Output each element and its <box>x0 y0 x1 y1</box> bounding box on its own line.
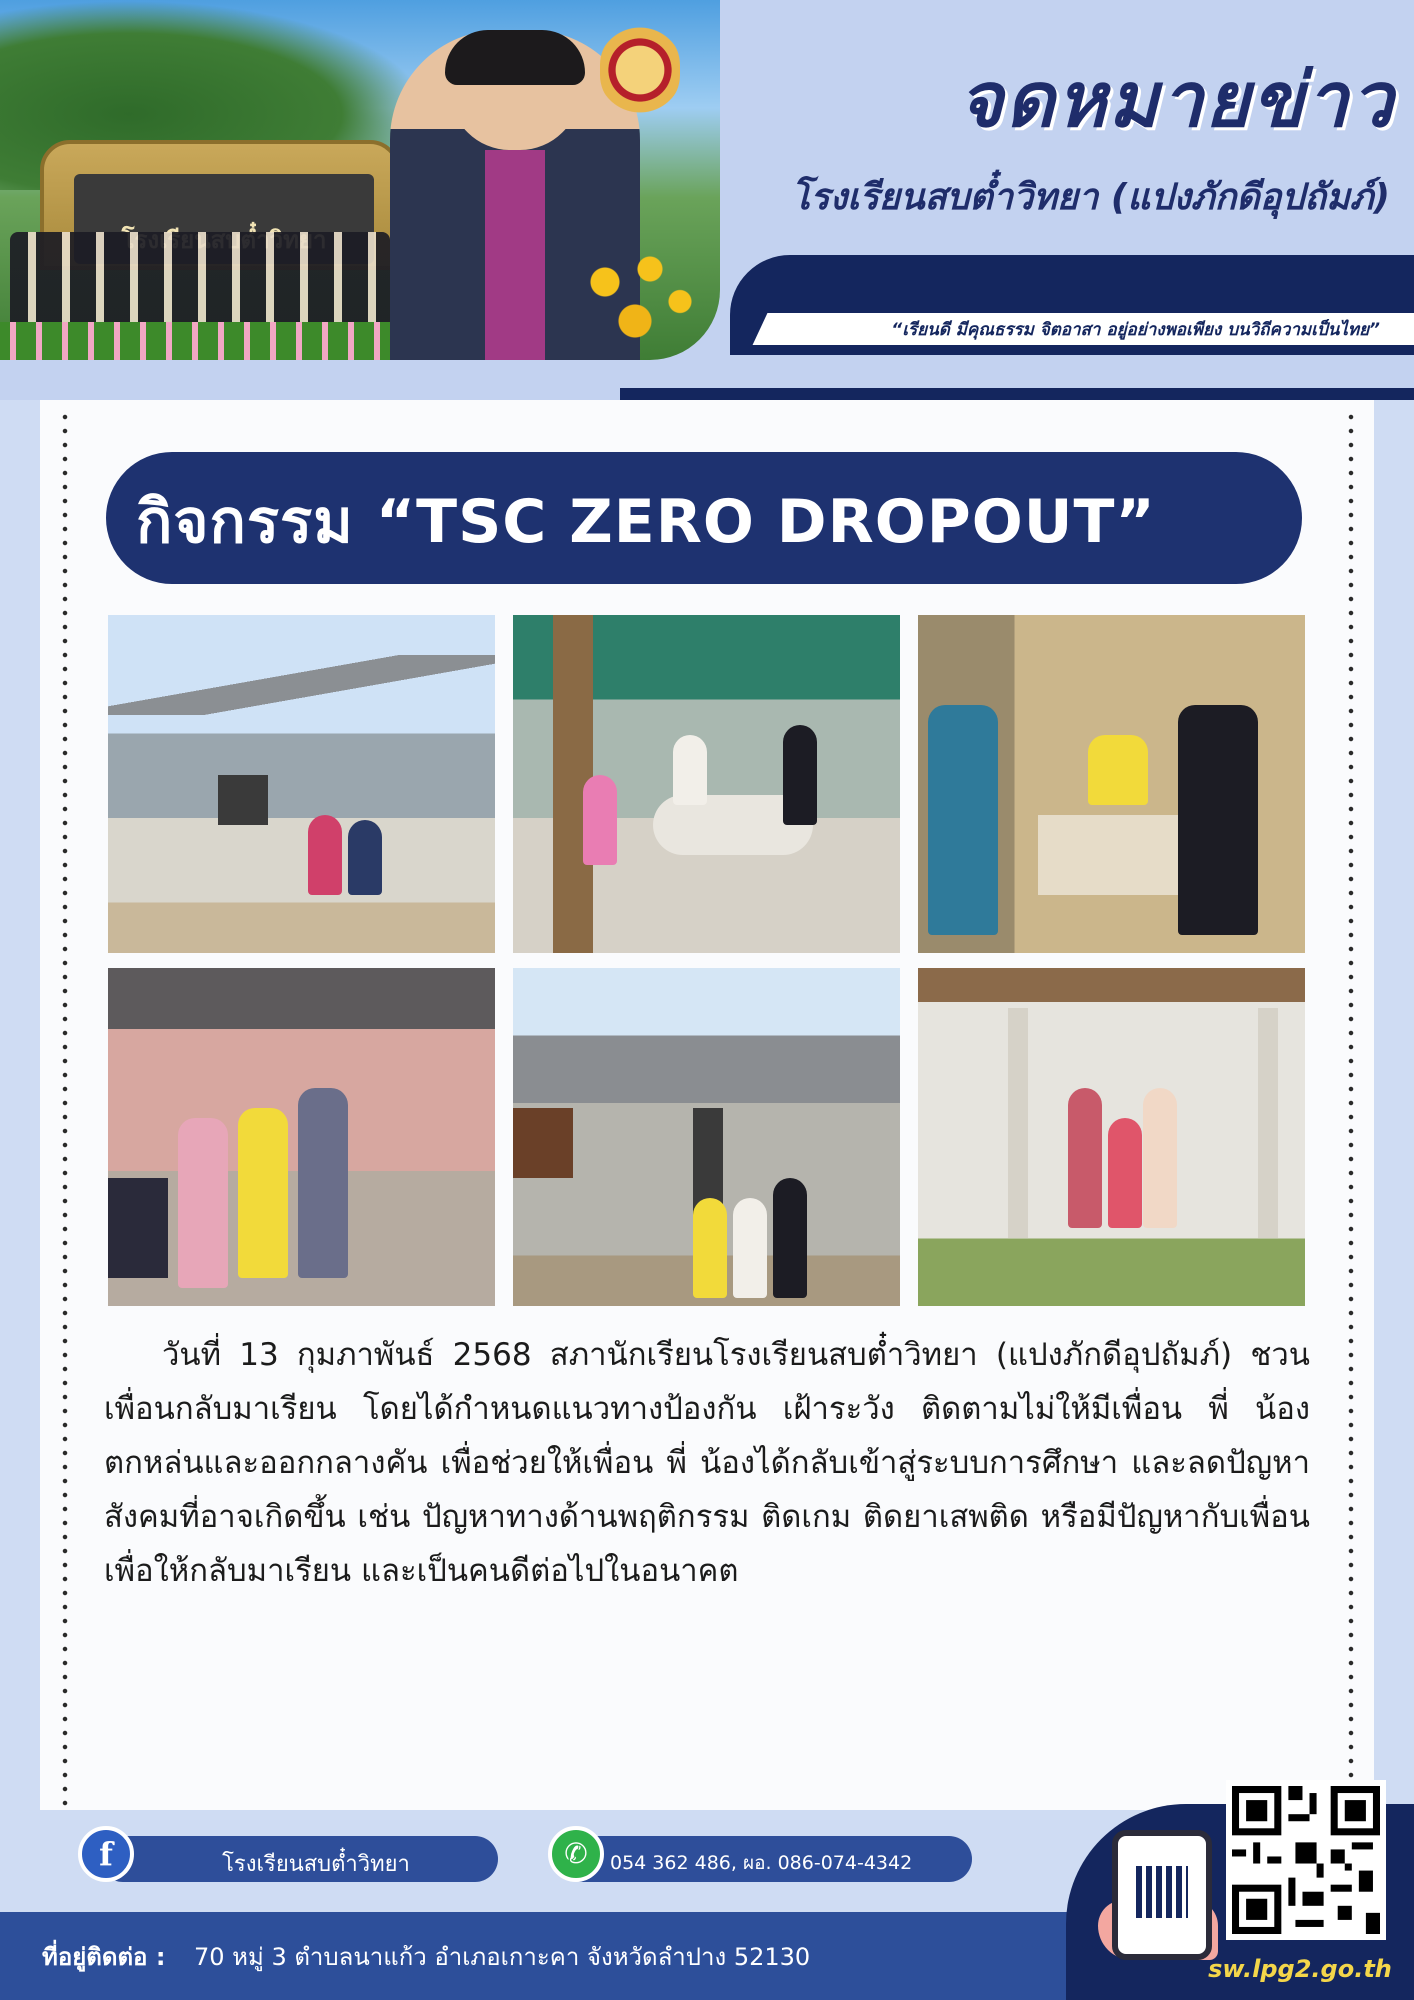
person-figure <box>928 705 998 935</box>
activity-photo-6 <box>918 968 1305 1306</box>
address-label: ที่อยู่ติดต่อ : <box>42 1943 166 1971</box>
activity-photo-1 <box>108 615 495 953</box>
portrait-hair <box>445 30 585 85</box>
school-name: โรงเรียนสบต๋ำวิทยา (แปงภักดีอุปถัมภ์) <box>791 177 1390 218</box>
person-figure <box>178 1118 228 1288</box>
school-motto: “เรียนดี มีคุณธรรม จิตอาสา อยู่อย่างพอเพียง บนวิถีความเป็นไทย” <box>891 320 1380 340</box>
address-text: 70 หมู่ 3 ตำบลนาแก้ว อำเภอเกาะคา จังหวัดลำปาง 52130 <box>194 1943 811 1971</box>
house-window <box>513 1108 573 1178</box>
person-figure <box>1088 735 1148 805</box>
activity-description-text: วันที่ 13 กุมภาพันธ์ 2568 สภานักเรียนโรงเรียนสบต๋ำวิทยา (แปงภักดีอุปถัมภ์) ชวนเพื่อนกลับมาเรียน โดยได้กำหนดแนวทางป้องกัน เฝ้าระวัง ติดตามไม่ให้มีเพื่อน พี่ น้องตกหล่นและออกกลางคัน เพื่อช่วยให้เพื่อน พี่ น้องได้กลับเข้าสู่ระบบการศึกษา และลดปัญหาสังคมที่อาจเกิดขึ้น เช่น ปัญหาทางด้านพฤติกรรม ติดเกม ติดยาเสพติด หรือมีปัญหากับเพื่อน เพื่อให้กลับมาเรียน และเป็นคนดีต่อไปในอนาคต <box>104 1337 1310 1589</box>
activity-photo-2 <box>513 615 900 953</box>
person-figure <box>348 820 382 895</box>
header-photo-collage <box>0 0 720 360</box>
students-group-image <box>10 232 390 322</box>
person-figure <box>1143 1088 1177 1228</box>
qr-code[interactable] <box>1226 1780 1386 1940</box>
person-figure <box>1068 1088 1102 1228</box>
phone-screen <box>1136 1866 1188 1918</box>
person-figure <box>783 725 817 825</box>
activity-photo-5 <box>513 968 900 1306</box>
person-figure <box>298 1088 348 1278</box>
house-window <box>218 775 268 825</box>
house-roof <box>108 655 495 715</box>
house-pillar <box>1008 1008 1028 1238</box>
person-figure <box>773 1178 807 1298</box>
motorbike <box>108 1178 168 1278</box>
newsletter-title: จดหมายข่าว <box>958 55 1395 144</box>
activity-photo-4 <box>108 968 495 1306</box>
person-figure <box>583 775 617 865</box>
person-figure <box>238 1108 288 1278</box>
person-figure <box>693 1198 727 1298</box>
golden-shower-flower-decoration <box>560 230 710 360</box>
school-seal-logo <box>600 25 680 115</box>
person-figure <box>1108 1118 1142 1228</box>
header-stripe <box>620 388 1414 400</box>
website-url[interactable]: sw.lpg2.go.th <box>1208 1955 1392 1983</box>
portrait-shirt <box>485 150 545 360</box>
flower-bed-image <box>0 322 400 360</box>
facebook-label[interactable]: โรงเรียนสบต๋ำวิทยา <box>222 1852 410 1877</box>
activity-title: กิจกรรม “TSC ZERO DROPOUT” <box>136 487 1156 557</box>
activity-photo-3 <box>918 615 1305 953</box>
person-figure <box>1178 705 1258 935</box>
dotted-border-left <box>62 410 68 1810</box>
table-with-papers <box>1038 815 1188 895</box>
person-figure <box>308 815 342 895</box>
qr-code-graphic <box>1232 1786 1380 1934</box>
phone-numbers[interactable]: 054 362 486, ผอ. 086-074-4342 <box>610 1852 913 1874</box>
activity-description <box>104 1328 1310 1598</box>
dotted-border-right <box>1348 410 1354 1810</box>
newsletter-header <box>0 0 1414 400</box>
person-figure <box>733 1198 767 1298</box>
facebook-icon[interactable]: f <box>78 1826 134 1882</box>
whatsapp-phone-icon[interactable]: ✆ <box>548 1826 604 1882</box>
house-pillar <box>1258 1008 1278 1238</box>
person-figure <box>673 735 707 805</box>
phone-scan-icon <box>1112 1830 1212 1960</box>
